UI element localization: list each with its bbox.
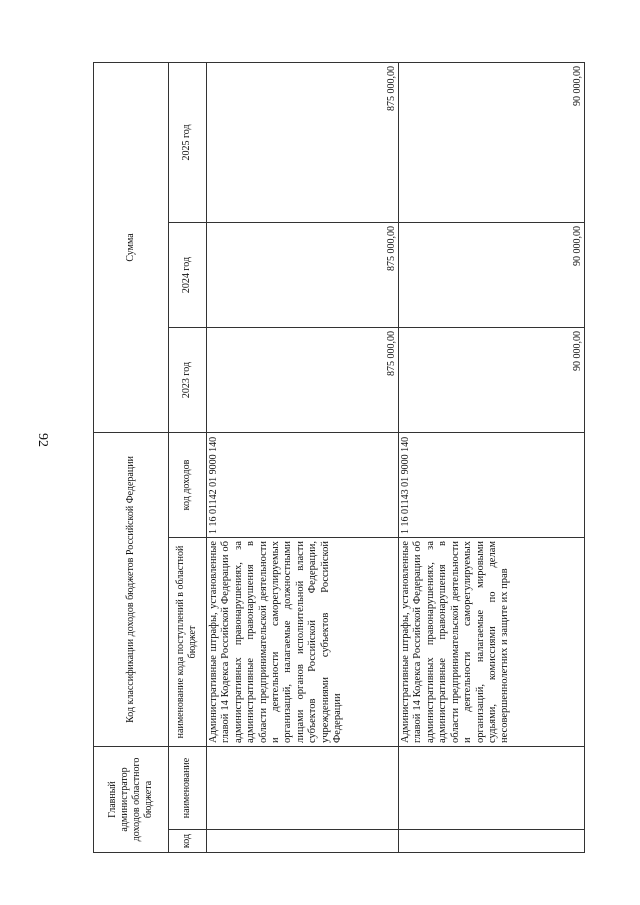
header-row-top: [94, 62, 169, 852]
amount-2023-cell: 90 000,00: [399, 327, 585, 432]
year-2024-header: 2024 год: [168, 222, 206, 327]
amount-2024-cell: 875 000,00: [206, 222, 398, 327]
admin-code-header: код: [168, 830, 206, 853]
code-cell: 1 16 01142 01 9000 140: [206, 432, 398, 537]
admin-code-cell: [206, 830, 398, 853]
page-number: 92: [35, 433, 50, 447]
kbk-group-header: Код классификации доходов бюджетов Российской Федерации: [94, 432, 169, 746]
code-cell: 1 16 01143 01 9000 140: [399, 432, 585, 537]
sum-group-header: Сумма: [94, 62, 169, 432]
table-row: [399, 62, 585, 852]
amount-2024-cell: 90 000,00: [399, 222, 585, 327]
amount-2025-cell: 875 000,00: [206, 62, 398, 222]
admin-code-cell: [399, 830, 585, 853]
kbk-name-header: наименование кода поступлений в областной бюджет: [168, 538, 206, 747]
year-2025-header: 2025 год: [168, 62, 206, 222]
admin-name-header: наименование: [168, 747, 206, 830]
rotated-table-container: [93, 63, 585, 853]
amount-2025-cell: 90 000,00: [399, 62, 585, 222]
year-2023-header: 2023 год: [168, 327, 206, 432]
admin-name-cell: [206, 747, 398, 830]
description-cell: Административные штрафы, установленные главой 14 Кодекса Российской Федерации об административных правонарушениях, за административные правонарушения в области предпринимательской деятельности и деятельности саморегулируемых организаций, налагаемые должностными лицами органов исполнительной власти субъектов Российской Федерации, учреждениями субъектов Российской Федерации: [206, 538, 398, 747]
table-row: [206, 62, 398, 852]
amount-2023-cell: 875 000,00: [206, 327, 398, 432]
kbk-code-header: код доходов: [168, 432, 206, 537]
admin-name-cell: [399, 747, 585, 830]
header-row-sub: [168, 62, 206, 852]
admin-group-header: Главный администратор доходов областного бюджета: [94, 747, 169, 853]
revenue-table: [93, 62, 585, 853]
description-cell: Административные штрафы, установленные главой 14 Кодекса Российской Федерации об административных правонарушениях, за административные правонарушения в области предпринимательской деятельности и деятельности саморегулируемых организаций, налагаемые мировыми судьями, комиссиями по делам несовершеннолетних и защите их прав: [399, 538, 585, 747]
